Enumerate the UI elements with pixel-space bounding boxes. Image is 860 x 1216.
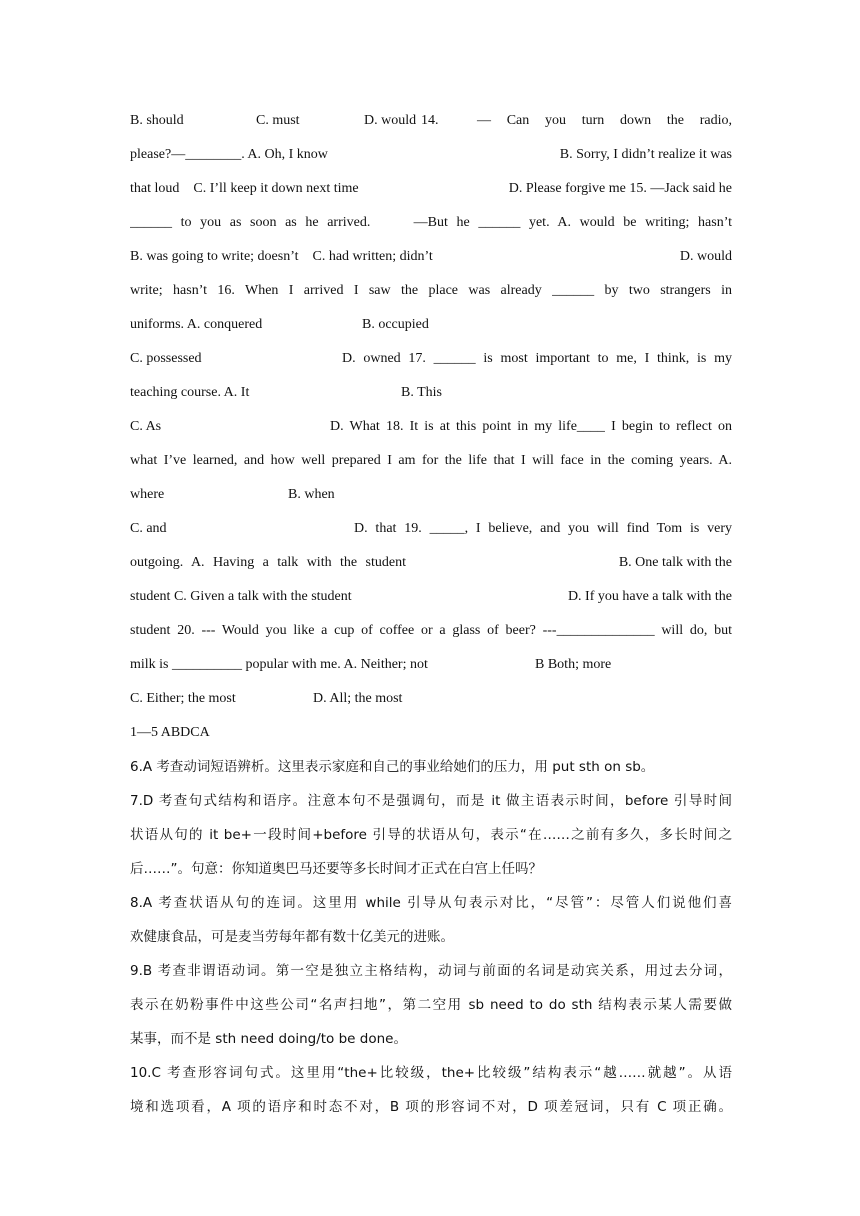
explanation-line: 8.A 考查状语从句的连词。这里用 while 引导从句表示对比，“尽管”：尽管人们说他们喜 <box>130 895 732 911</box>
option-text: that loud C. I’ll keep it down next time <box>130 181 359 196</box>
question-text: D. that 19. _____, I believe, and you will find Tom is very <box>354 521 732 536</box>
option-text: C. As <box>130 419 162 434</box>
option-text: B. was going to write; doesn’t C. had written; didn’t <box>130 249 433 264</box>
option-text: outgoing. A. Having a talk with the student <box>130 555 406 570</box>
explanation-line: 境和选项看，A 项的语序和时态不对，B 项的形容词不对，D 项差冠词，只有 C 项正确。 <box>130 1099 732 1115</box>
option-text: B. This <box>401 385 442 400</box>
option-text: milk is __________ popular with me. A. Neither; not <box>130 657 428 672</box>
question-text: what I’ve learned, and how well prepared I am for the life that I will face in the coming years. A. <box>130 453 732 468</box>
text-line <box>130 376 732 410</box>
question-text: student 20. --- Would you like a cup of coffee or a glass of beer? ---______________ will do, but <box>130 623 732 638</box>
question-text: write; hasn’t 16. When I arrived I saw the place was already ______ by two strangers in <box>130 283 732 298</box>
text-line <box>130 104 732 138</box>
option-text: B. should <box>130 113 184 128</box>
answer-key: 1—5 ABDCA <box>130 725 210 740</box>
question-text: 14. — Can you turn down the radio, <box>421 113 732 128</box>
text-line <box>130 478 732 512</box>
option-text: B. Sorry, I didn’t realize it was <box>559 147 732 162</box>
option-text: B Both; more <box>535 657 612 672</box>
option-text: D. would <box>679 249 732 264</box>
text-line <box>130 308 732 342</box>
option-text: B. occupied <box>362 317 429 332</box>
explanation-line: 后……”。句意：你知道奥巴马还要等多长时间才正式在白宫上任吗？ <box>130 861 542 877</box>
explanation-line: 9.B 考查非谓语动词。第一空是独立主格结构，动词与前面的名词是动宾关系，用过去分词， <box>130 963 732 979</box>
explanation-line: 状语从句的 it be+一段时间+before 引导的状语从句，表示“在……之前有多久，多长时间之 <box>130 827 732 843</box>
option-text: C. and <box>130 521 167 536</box>
explanation-line: 6.A 考查动词短语辨析。这里表示家庭和自己的事业给她们的压力，用 put sth on sb。 <box>130 759 655 775</box>
question-text: ______ to you as soon as he arrived. —But he ______ yet. A. would be writing; hasn’t <box>130 215 732 230</box>
option-text: C. must <box>256 113 300 128</box>
option-text: teaching course. A. It <box>130 385 250 400</box>
text-line <box>130 240 732 274</box>
option-text: C. Either; the most <box>130 691 236 706</box>
option-text: D. would <box>364 113 417 128</box>
document-page <box>130 104 732 1124</box>
explanation-line: 欢健康食品，可是麦当劳每年都有数十亿美元的进账。 <box>130 929 454 945</box>
text-line <box>130 682 732 716</box>
text-line <box>130 580 732 614</box>
option-text: B. One talk with the <box>618 555 732 570</box>
option-text: D. All; the most <box>313 691 403 706</box>
explanation-line: 7.D 考查句式结构和语序。注意本句不是强调句，而是 it 做主语表示时间，before 引导时间 <box>130 793 732 809</box>
text-line <box>130 138 732 172</box>
explanation-line: 某事，而不是 sth need doing/to be done。 <box>130 1031 407 1047</box>
option-text: where <box>130 487 165 502</box>
text-line <box>130 172 732 206</box>
option-text: student C. Given a talk with the student <box>130 589 352 604</box>
text-line <box>130 648 732 682</box>
text-line <box>130 546 732 580</box>
explanation-line: 表示在奶粉事件中这些公司“名声扫地”，第二空用 sb need to do sth 结构表示某人需要做 <box>130 997 732 1013</box>
option-text: B. when <box>288 487 335 502</box>
text-line <box>130 342 732 376</box>
option-text: C. possessed <box>130 351 202 366</box>
question-text: please?—________. A. Oh, I know <box>130 147 328 162</box>
option-text: D. If you have a talk with the <box>567 589 732 604</box>
text-line <box>130 410 732 444</box>
option-text: uniforms. A. conquered <box>130 317 263 332</box>
question-text: D. What 18. It is at this point in my life____ I begin to reflect on <box>330 419 732 434</box>
text-line <box>130 512 732 546</box>
question-text: D. Please forgive me 15. —Jack said he <box>508 181 732 196</box>
explanation-line: 10.C 考查形容词句式。这里用“the+比较级，the+比较级”结构表示“越……就越”。从语 <box>130 1065 732 1081</box>
question-text: D. owned 17. ______ is most important to me, I think, is my <box>342 351 732 366</box>
